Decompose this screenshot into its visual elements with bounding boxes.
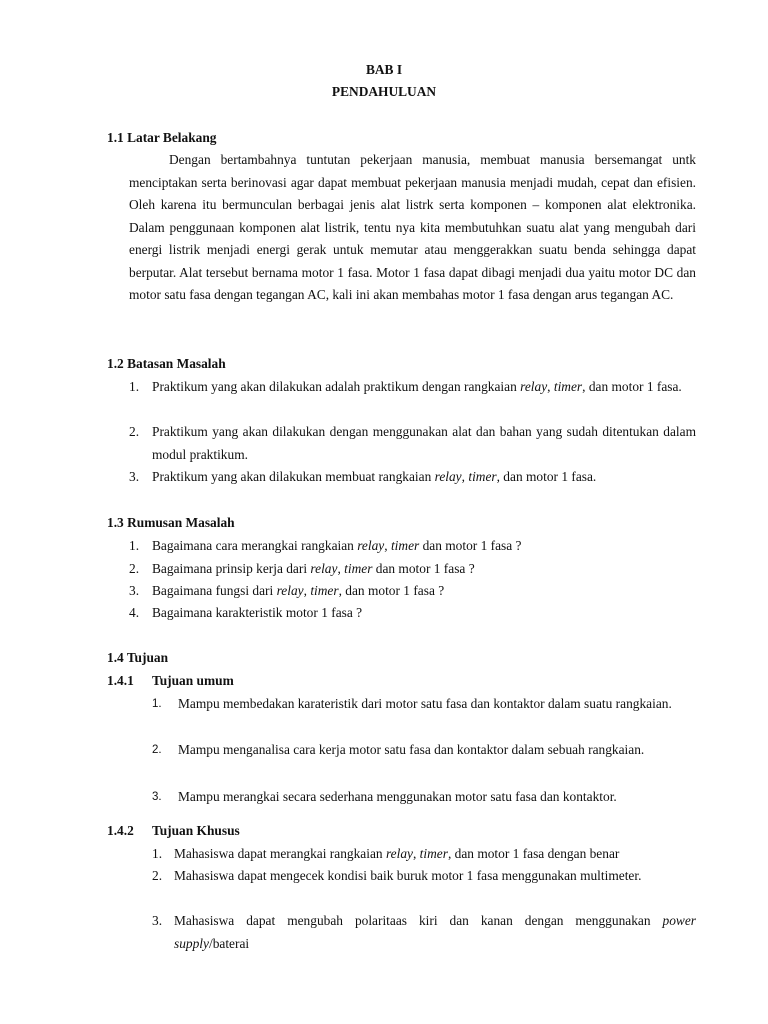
list-item: 3. Mahasiswa dapat mengubah polaritaas kiri dan kanan dengan menggunakan power supply/baterai (174, 910, 696, 955)
chapter-label: BAB I (365, 62, 403, 77)
subsection-heading-tujuan-umum: 1.4.1 Tujuan umum (107, 673, 234, 688)
list-item: 1. Mahasiswa dapat merangkai rangkaian relay, timer, dan motor 1 fasa dengan benar (174, 843, 696, 866)
list-number: 3. (129, 469, 140, 484)
list-item: 4. Bagaimana karakteristik motor 1 fasa ? (152, 602, 696, 625)
section-heading-batasan-masalah: 1.2 Batasan Masalah (107, 356, 226, 371)
list-item: 1. Praktikum yang akan dilakukan adalah praktikum dengan rangkaian relay, timer, dan motor 1 fasa. (152, 376, 696, 399)
latar-belakang-paragraph (129, 149, 696, 307)
list-item: 3. Bagaimana fungsi dari relay, timer, dan motor 1 fasa ? (152, 580, 696, 603)
list-number: 1. (129, 379, 140, 394)
list-number: 2. (129, 424, 140, 439)
list-number: 4. (129, 605, 140, 620)
list-item: 2. Bagaimana prinsip kerja dari relay, timer dan motor 1 fasa ? (152, 558, 696, 581)
list-item: 3. Praktikum yang akan dilakukan membuat rangkaian relay, timer, dan motor 1 fasa. (152, 466, 696, 489)
latar-belakang-text: Dengan bertambahnya tuntutan pekerjaan manusia, membuat manusia bersemangat untk menciptakan serta berinovasi agar dapat membuat pekerjaan manusia menjadi mudah, cepat dan efisien. Oleh karena itu bermunculan berbagai jenis alat listrk serta komponen – komponen alat elektronika. Dalam penggunaan komponen alat listrik, tentu nya kita membutuhkan suatu alat yang mengubah dari energi listrik menjadi energi gerak untuk memutar atau menggerakkan suatu benda sehingga dapat berputar. Alat tersebut bernama motor 1 fasa. Motor 1 fasa dapat dibagi menjadi dua yaitu motor DC dan motor satu fasa dengan tegangan AC, kali ini akan membahas motor 1 fasa dengan arus tegangan AC. (129, 152, 696, 302)
list-item: 2. Mampu menganalisa cara kerja motor satu fasa dan kontaktor dalam sebuah rangkaian. (178, 739, 696, 762)
list-number: 2. (152, 868, 163, 883)
subsection-heading-tujuan-khusus: 1.4.2 Tujuan Khusus (107, 823, 240, 838)
list-item: 2. Mahasiswa dapat mengecek kondisi baik buruk motor 1 fasa menggunakan multimeter. (174, 865, 696, 888)
list-number: 3. (152, 913, 163, 928)
list-item: 3. Mampu merangkai secara sederhana menggunakan motor satu fasa dan kontaktor. (178, 786, 696, 809)
list-item: 1. Mampu membedakan karateristik dari motor satu fasa dan kontaktor dalam suatu rangkaian. (178, 693, 696, 716)
list-number: 1. (129, 538, 140, 553)
section-heading-latar-belakang: 1.1 Latar Belakang (107, 130, 217, 145)
chapter-title: PENDAHULUAN (331, 84, 437, 99)
list-item: 1. Bagaimana cara merangkai rangkaian relay, timer dan motor 1 fasa ? (152, 535, 696, 558)
list-number: 1. (152, 698, 162, 710)
list-number: 2. (152, 744, 162, 756)
list-number: 3. (129, 583, 140, 598)
section-heading-rumusan-masalah: 1.3 Rumusan Masalah (107, 515, 235, 530)
list-item: 2. Praktikum yang akan dilakukan dengan menggunakan alat dan bahan yang sudah ditentukan dalam modul praktikum. (152, 421, 696, 466)
list-number: 1. (152, 846, 163, 861)
list-number: 2. (129, 561, 140, 576)
list-number: 3. (152, 791, 162, 803)
section-heading-tujuan: 1.4 Tujuan (107, 650, 169, 665)
